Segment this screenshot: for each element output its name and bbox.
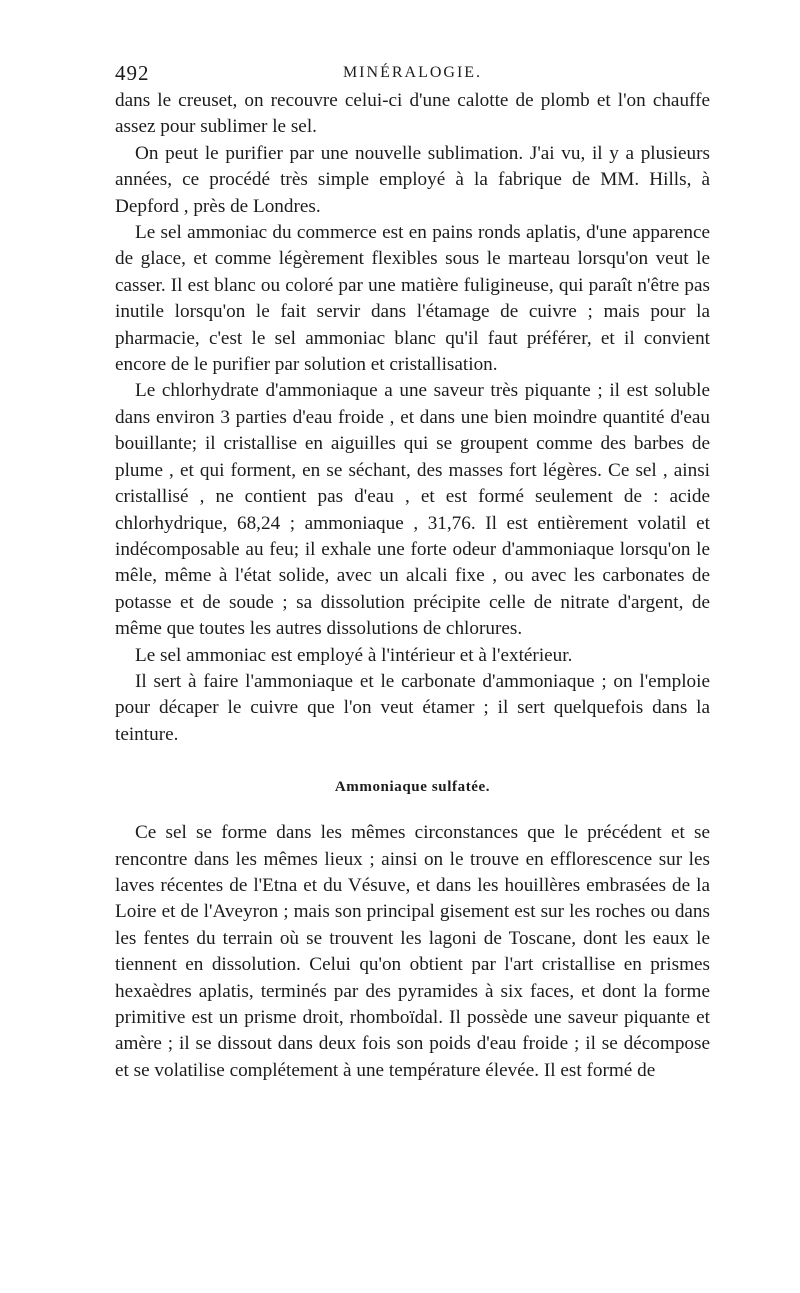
paragraph-properties: Le chlorhydrate d'ammoniaque a une saveur très piquante ; il est soluble dans environ 3 parties d'eau froide , et dans une bien moindre quantité d'eau bouillante; il cristallise en aiguilles qui se groupent comme des barbes de plume , et qui forment, en se séchant, des masses fort légères. Ce sel , ainsi cristallisé , ne contient pas d'eau , et est formé seulement de : acide chlorhydrique, 68,24 ; ammoniaque , 31,76. Il est entièrement volatil et indécomposable au feu; il exhale une forte odeur d'ammoniaque lorsqu'on le mêle, même à l'état solide, avec un alcali fixe , ou avec les carbonates de potasse et de soude ; sa dissolution précipite celle de nitrate d'argent, de même que toutes les autres dissolutions de chlorures. bbox=[115, 380, 710, 640]
running-title: MINÉRALOGIE. bbox=[342, 64, 483, 81]
paragraph-purification: On peut le purifier par une nouvelle sublimation. J'ai vu, il y a plusieurs années, ce procédé très simple employé à la fabrique de MM. Hills, à Depford , près de Londres. bbox=[115, 142, 710, 217]
page-number: 492 bbox=[115, 61, 150, 85]
book-page bbox=[115, 58, 710, 1084]
paragraph-usage-intro: Le sel ammoniac est employé à l'intérieur et à l'extérieur. bbox=[135, 644, 573, 666]
paragraph-usage-details: Il sert à faire l'ammoniaque et le carbonate d'ammoniaque ; on l'emploie pour décaper le cuivre que l'on veut étamer ; il sert quelquefois dans la teinture. bbox=[115, 670, 710, 745]
paragraph-continuation: dans le creuset, on recouvre celui-ci d'une calotte de plomb et l'on chauffe assez pour sublimer le sel. bbox=[115, 90, 710, 138]
paragraph-ammonium-sulfate: Ce sel se forme dans les mêmes circonstances que le précédent et se rencontre dans les mêmes lieux ; ainsi on le trouve en efflorescence sur les laves récentes de l'Etna et du Vésuve, et dans les houillères embrasées de la Loire et de l'Aveyron ; mais son principal gisement est sur les roches ou dans les fentes du terrain où se trouvent les lagoni de Toscane, dont les eaux le tiennent en dissolution. Celui qu'on obtient par l'art cristallise en prismes hexaèdres aplatis, terminés par des pyramides à six faces, et dont la forme primitive est un prisme droit, rhomboïdal. Il possède une saveur piquante et amère ; il se dissout dans deux fois son poids d'eau froide ; il se décompose et se volatilise complétement à une température élevée. Il est formé de bbox=[115, 822, 710, 1081]
running-head bbox=[115, 58, 710, 88]
section-heading: Ammoniaque sulfatée. bbox=[334, 779, 491, 796]
paragraph-commercial-sal-ammoniac: Le sel ammoniac du commerce est en pains ronds aplatis, d'une apparence de glace, et comme légèrement flexibles sous le marteau lorsqu'on veut le casser. Il est blanc ou coloré par une matière fuligineuse, qui paraît n'être pas inutile lorsqu'on le fait servir dans l'étamage de cuivre ; mais pour la pharmacie, c'est le sel ammoniac blanc qu'il faut préférer, et il convient encore de le purifier par solution et cristallisation. bbox=[115, 222, 710, 376]
